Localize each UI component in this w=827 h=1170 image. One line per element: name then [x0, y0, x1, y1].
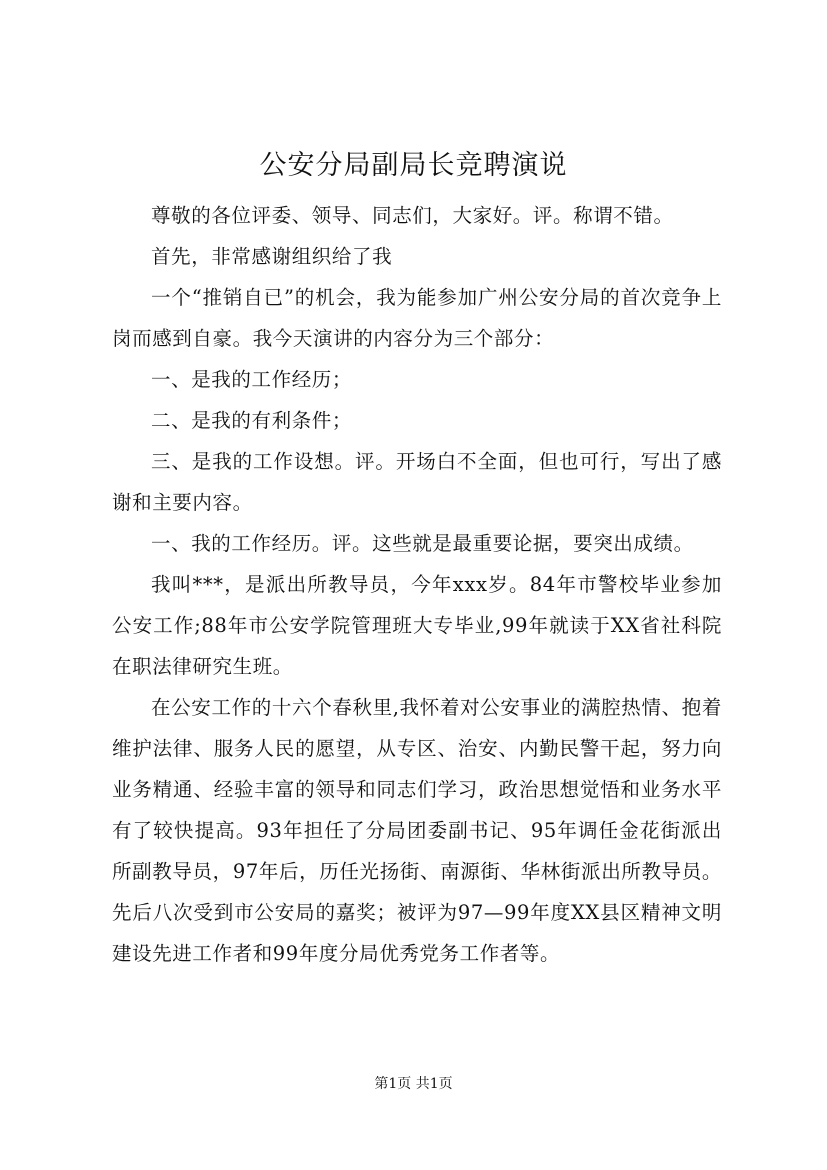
paragraph-thanks: 首先，非常感谢组织给了我 [151, 245, 393, 268]
paragraph-opportunity: 一个“推销自已”的机会，我为能参加广州公安分局的首次竞争上岗而感到自豪。我今天演讲的内容分为三个部分： [112, 286, 722, 350]
paragraph-greeting: 尊敬的各位评委、领导、同志们，大家好。评。称谓不错。 [151, 204, 674, 227]
paragraph-career: 在公安工作的十六个春秋里,我怀着对公安事业的满腔热情、抱着维护法律、服务人民的愿望，从专区、治安、内勤民警干起，努力向业务精通、经验丰富的领导和同志们学习，政治思想觉悟和业务水平有了较快提高。93年担任了分局团委副书记、95年调任金花街派出所副教导员，97年后，历任光扬街、南源街、华林街派出所教导员。先后八次受到市公安局的嘉奖；被评为97—99年度XX县区精神文明建设先进工作者和99年度分局优秀党务工作者等。 [112, 696, 722, 965]
paragraph-part-three: 三、是我的工作设想。评。开场白不全面，但也可行，写出了感谢和主要内容。 [112, 450, 722, 514]
paragraph-part-one: 一、是我的工作经历； [151, 368, 353, 391]
paragraph-section-heading: 一、我的工作经历。评。这些就是最重要论据，要突出成绩。 [151, 532, 694, 555]
page-footer: 第1页 共1页 [374, 1076, 453, 1092]
document-body [112, 195, 722, 974]
document-title: 公安分局副局长竞聘演说 [259, 150, 568, 181]
paragraph-introduction: 我叫***，是派出所教导员，今年xxx岁。84年市警校毕业参加公安工作;88年市公安学院管理班大专毕业,99年就读于XX省社科院在职法律研究生班。 [112, 573, 722, 678]
paragraph-part-two: 二、是我的有利条件； [151, 409, 353, 432]
